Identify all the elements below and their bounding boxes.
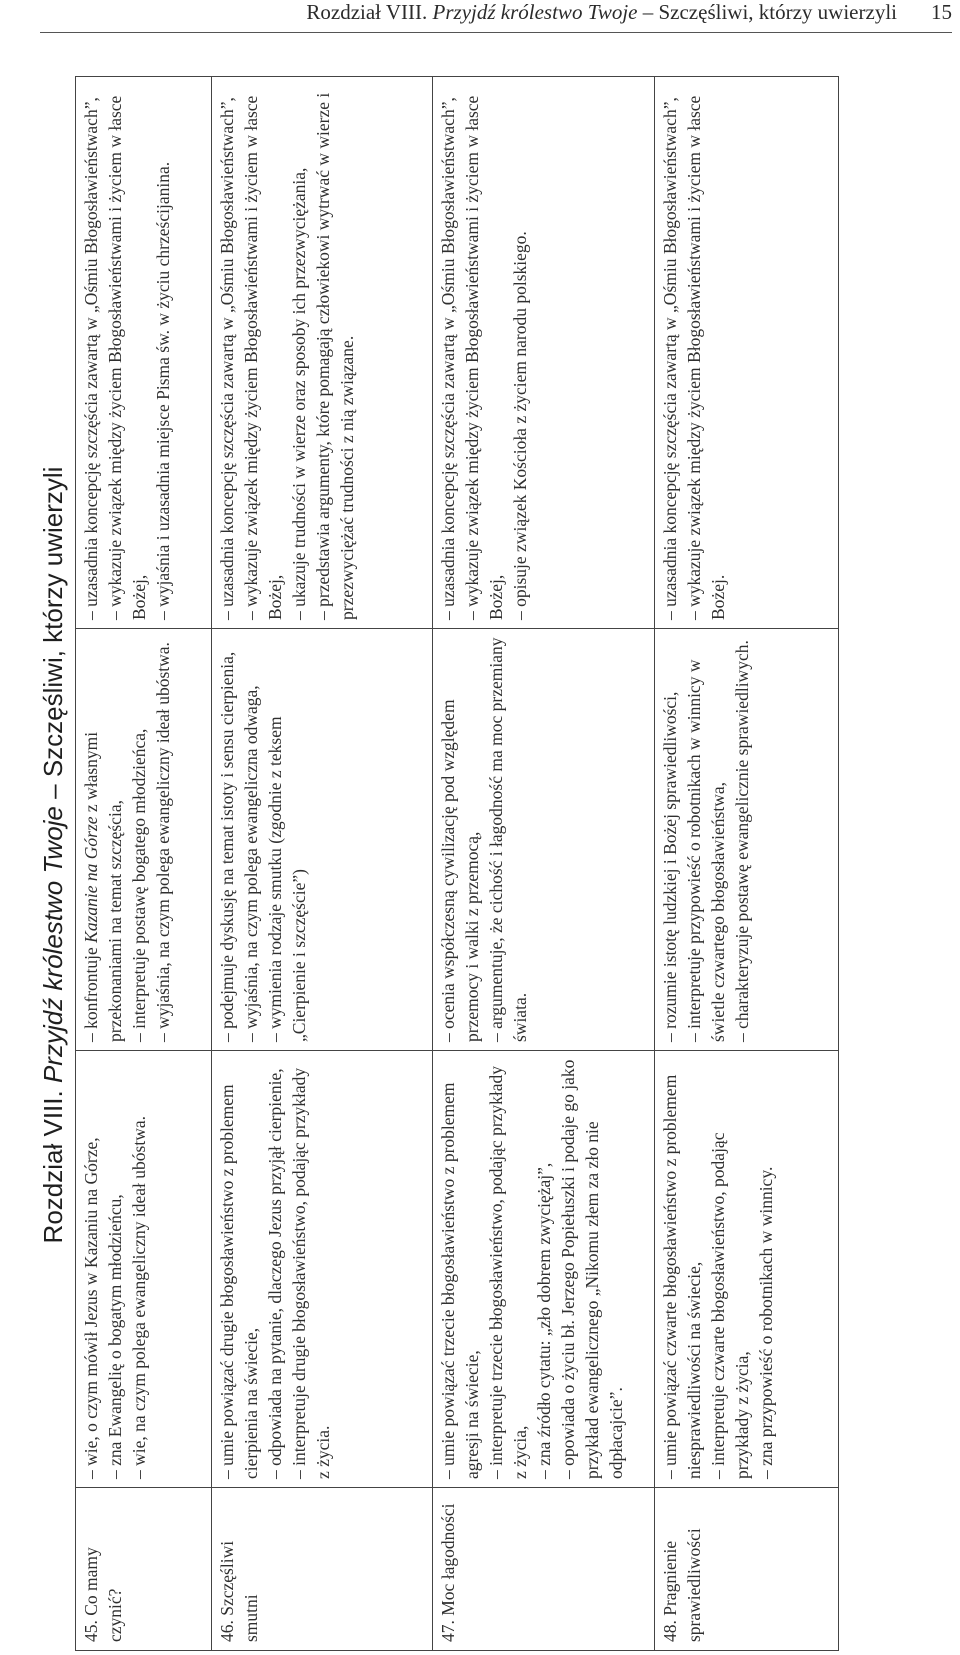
extended-requirements-cell: – podejmuje dyskusję na temat istoty i sensu cierpienia, – wyjaśnia, na czym polega ewangeliczna odwaga, – wymienia rodzaje smutku (zgodnie z teksem „Cierpienie i szczęście”) — [212, 629, 433, 1051]
basic-requirements-cell: – umie powiązać czwarte błogosławieństwo z problemem niesprawiedliwości na świecie, – interpretuje czwarte błogosławieństwo, podając przykłady z życia, – zna przypowieść o robotnikach w winnicy. — [655, 1051, 839, 1488]
topic-cell: 48. Pragnienie sprawiedliwości — [655, 1488, 839, 1651]
running-head-title: Rozdział VIII. Przyjdź królestwo Twoje – Szczęśliwi, którzy uwierzyli — [306, 0, 897, 24]
topic-cell: 46. Szczęśliwi smutni — [212, 1488, 433, 1651]
basic-requirements-cell: – wie, o czym mówił Jezus w Kazaniu na Górze, – zna Ewangelię o bogatym młodzieńcu, – wie, na czym polega ewangeliczny ideał ubóstwa. — [76, 1051, 212, 1488]
lesson-plan-table — [75, 76, 839, 1651]
table-row — [433, 77, 655, 1651]
table-row — [212, 77, 433, 1651]
page-number: 15 — [931, 0, 952, 24]
topic-cell: 47. Moc łagodności — [433, 1488, 655, 1651]
basic-requirements-cell: – umie powiązać drugie błogosławieństwo z problemem cierpienia na świecie, – odpowiada na pytanie, dlaczego Jezus przyjął cierpienie, – interpretuje drugie błogosławieństwo, podając przykłady z życia. — [212, 1051, 433, 1488]
topic-cell: 45. Co mamy czynić? — [76, 1488, 212, 1651]
full-requirements-cell: – uzasadnia koncepcję szczęścia zawartą w „Ośmiu Błogosławieństwach”, – wykazuje związek między życiem Błogosławieństwami i życiem w łasce Bożej, – ukazuje trudności w wierze oraz sposoby ich przezwyciężania, – przedstawia argumenty, które pomagają człowiekowi wytrwać w wierze i przezwyciężać trudności z nią związane. — [212, 77, 433, 629]
extended-requirements-cell: – ocenia współczesną cywilizację pod względem przemocy i walki z przemocą, – argumentuje, że cichość i łagodność ma moc przemiany świata. — [433, 629, 655, 1051]
table-row — [76, 77, 212, 1651]
full-requirements-cell: – uzasadnia koncepcję szczęścia zawartą w „Ośmiu Błogosławieństwach”, – wykazuje związek między życiem Błogosławieństwami i życiem w łasce Bożej. — [655, 77, 839, 629]
basic-requirements-cell: – umie powiązać trzecie błogosławieństwo z problemem agresji na świecie, – interpretuje trzecie błogosławieństwo, podając przykłady z życia, – zna źródło cytatu: „zło dobrem zwyciężaj”, – opowiada o życiu bł. Jerzego Popiełuszki i podaje go jako przykład ewangelicznego „Nikomu złem za zło nie odpłacajcie”. — [433, 1051, 655, 1488]
full-requirements-cell: – uzasadnia koncepcję szczęścia zawartą w „Ośmiu Błogosławieństwach”, – wykazuje związek między życiem Błogosławieństwami i życiem w łasce Bożej, – opisuje związek Kościoła z życiem narodu polskiego. — [433, 77, 655, 629]
extended-requirements-cell: – rozumie istotę ludzkiej i Bożej sprawiedliwości, – interpretuje przypowieść o robotnikach w winnicy w świetle czwartego błogosławieństwa, – charakteryzuje postawę ewangelicznie sprawiedliwych. — [655, 629, 839, 1051]
full-requirements-cell: – uzasadnia koncepcję szczęścia zawartą w „Ośmiu Błogosławieństwach”, – wykazuje związek między życiem Błogosławieństwami i życiem w łasce Bożej, – wyjaśnia i uzasadnia miejsce Pisma św. w życiu chrześcijanina. — [76, 77, 212, 629]
table-row — [655, 77, 839, 1651]
section-title: Rozdział VIII. Przyjdź królestwo Twoje – Szczęśliwi, którzy uwierzyli — [38, 466, 68, 1244]
extended-requirements-cell: – konfrontuje Kazanie na Górze z własnymi przekonaniami na temat szczęścia, – interpretuje postawę bogatego młodzieńca, – wyjaśnia, na czym polega ewangeliczny ideał ubóstwa. — [76, 629, 212, 1051]
